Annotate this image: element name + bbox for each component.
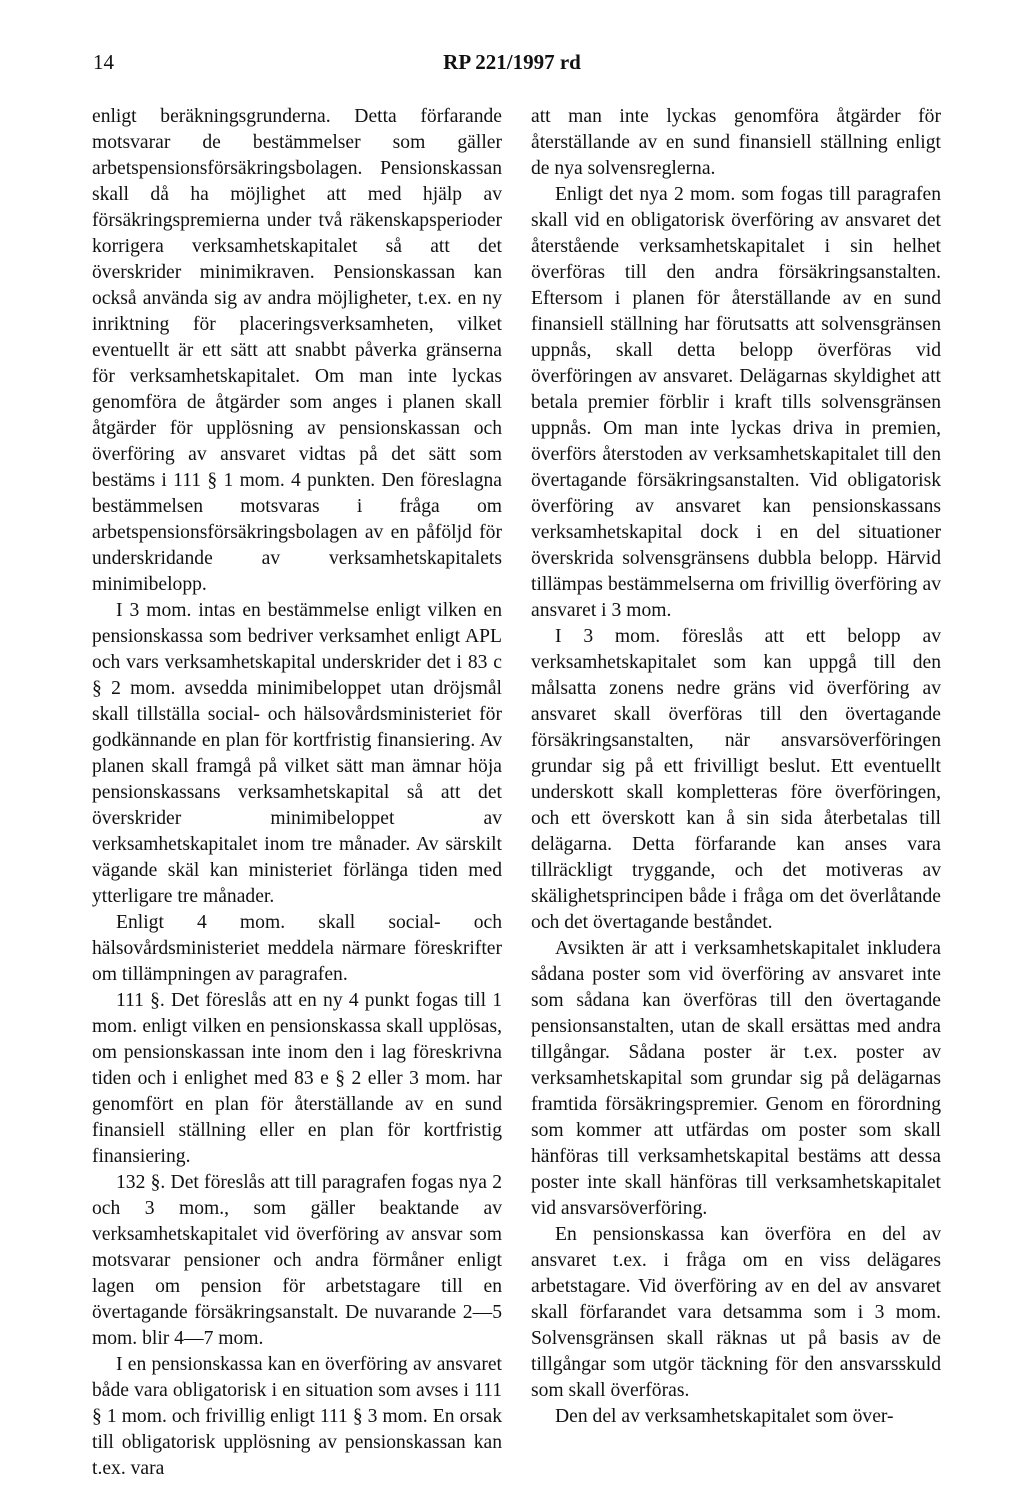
paragraph: I 3 mom. intas en bestämmelse enligt vilken en pensionskassa som bedriver verksamhet enligt APL och vars verksamhetskapital underskrider det i 83 c § 2 mom. avsedda minimibeloppet utan dröjsmål skall tillställa social- och hälsovårdsministeriet för godkännande en plan för kortfristig finansiering. Av planen skall framgå på vilket sätt man ämnar höja pensionskassans verksamhetskapital så att det överskrider minimibeloppet av verksamhetskapitalet inom tre månader. Av särskilt vägande skäl kan ministeriet förlänga tiden med ytterligare tre månader. <box>92 600 502 907</box>
paragraph: 111 §. Det föreslås att en ny 4 punkt fogas till 1 mom. enligt vilken en pensionskassa skall upplösas, om pensionskassan inte inom den i lag föreskrivna tiden och i enlighet med 83 e § 2 eller 3 mom. har genomfört en plan för återställande av en sund finansiell ställning eller en plan för kortfristig finansiering. <box>92 990 502 1167</box>
paragraph: Den del av verksamhetskapitalet som över- <box>555 1406 894 1427</box>
right-column <box>531 104 941 1430</box>
paragraph: Enligt det nya 2 mom. som fogas till paragrafen skall vid en obligatorisk överföring av ansvaret det återstående verksamhetskapitalet i sin helhet överföras till den andra försäkringsanstalten. Eftersom i planen för återställande av en sund finansiell ställning har förutsatts att solvensgränsen uppnås, skall detta belopp överföras vid överföringen av ansvaret. Delägarnas skyldighet att betala premier förblir i kraft tills solvensgränsen uppnås. Om man inte lyckas driva in premien, överförs återstoden av verksamhetskapitalet till den övertagande försäkringsanstalten. Vid obligatorisk överföring av ansvaret kan pensionskassans verksamhetskapital dock i en del situationer överskrida solvensgränsens dubbla belopp. Härvid tillämpas bestämmelserna om frivillig överföring av ansvaret i 3 mom. <box>531 184 941 621</box>
paragraph: I en pensionskassa kan en överföring av ansvaret både vara obligatorisk i en situation som avses i 111 § 1 mom. och frivillig enligt 111 § 3 mom. En orsak till obligatorisk upplösning av pensionskassan kan t.ex. vara <box>92 1354 502 1479</box>
running-title: RP 221/1997 rd <box>443 50 581 74</box>
paragraph: I 3 mom. föreslås att ett belopp av verksamhetskapitalet som kan uppgå till den målsatta zonens nedre gräns vid överföring av ansvaret skall överföras till den övertagande försäkringsanstalten, när ansvarsöverföringen grundar sig på ett frivilligt beslut. Ett eventuellt underskott skall kompletteras före överföringen, och ett överskott kan å sin sida återbetalas till delägarna. Detta förfarande kan anses vara tillräckligt tryggande, och det motiveras av skälighetsprincipen både i fråga om det överlåtande och det övertagande beståndet. <box>531 626 941 933</box>
paragraph: enligt beräkningsgrunderna. Detta förfarande motsvarar de bestämmelser som gäller arbetspensionsförsäkringsbolagen. Pensionskassan skall då ha möjlighet att med hjälp av försäkringspremierna under två räkenskapsperioder korrigera verksamhetskapitalet så att det överskrider minimikraven. Pensionskassan kan också använda sig av andra möjligheter, t.ex. en ny inriktning för placeringsverksamheten, vilket eventuellt är ett sätt att snabbt påverka gränserna för verksamhetskapitalet. Om man inte lyckas genomföra de åtgärder som anges i planen skall åtgärder för upplösning av pensionskassan och överföring av ansvaret vidtas på det sätt som bestäms i 111 § 1 mom. 4 punkten. Den föreslagna bestämmelsen motsvaras i fråga om arbetspensionsförsäkringsbolagen av en påföljd för underskridande av verksamhetskapitalets minimibelopp. <box>92 106 502 595</box>
paragraph: Avsikten är att i verksamhetskapitalet inkludera sådana poster som vid överföring av ansvaret inte som sådana kan överföras till den övertagande pensionsanstalten, utan de skall ersättas med andra tillgångar. Sådana poster är t.ex. poster av verksamhetskapital som grundar sig på delägarnas framtida försäkringspremier. Genom en förordning som kommer att utfärdas om poster som skall hänföras till verksamhetskapital bestäms att dessa poster inte skall hänföras till verksamhetskapitalet vid ansvarsöverföring. <box>531 938 941 1219</box>
paragraph: 132 §. Det föreslås att till paragrafen fogas nya 2 och 3 mom., som gäller beaktande av verksamhetskapitalet vid överföring av ansvar som motsvarar pensioner och andra förmåner enligt lagen om pension för arbetstagare till en övertagande försäkringsanstalt. De nuvarande 2—5 mom. blir 4—7 mom. <box>92 1172 502 1349</box>
page-number: 14 <box>93 50 114 74</box>
paragraph: Enligt 4 mom. skall social- och hälsovårdsministeriet meddela närmare föreskrifter om tillämpningen av paragrafen. <box>92 912 502 985</box>
paragraph: att man inte lyckas genomföra åtgärder för återställande av en sund finansiell ställning enligt de nya solvensreglerna. <box>531 106 941 179</box>
paragraph: En pensionskassa kan överföra en del av ansvaret t.ex. i fråga om en viss delägares arbetstagare. Vid överföring av en del av ansvaret skall förfarandet vara detsamma som i 3 mom. Solvensgränsen skall räknas ut på basis av de tillgångar som utgör täckning för den ansvarsskuld som skall överföras. <box>531 1224 941 1401</box>
left-column <box>92 104 502 1482</box>
page-header <box>0 50 1024 80</box>
